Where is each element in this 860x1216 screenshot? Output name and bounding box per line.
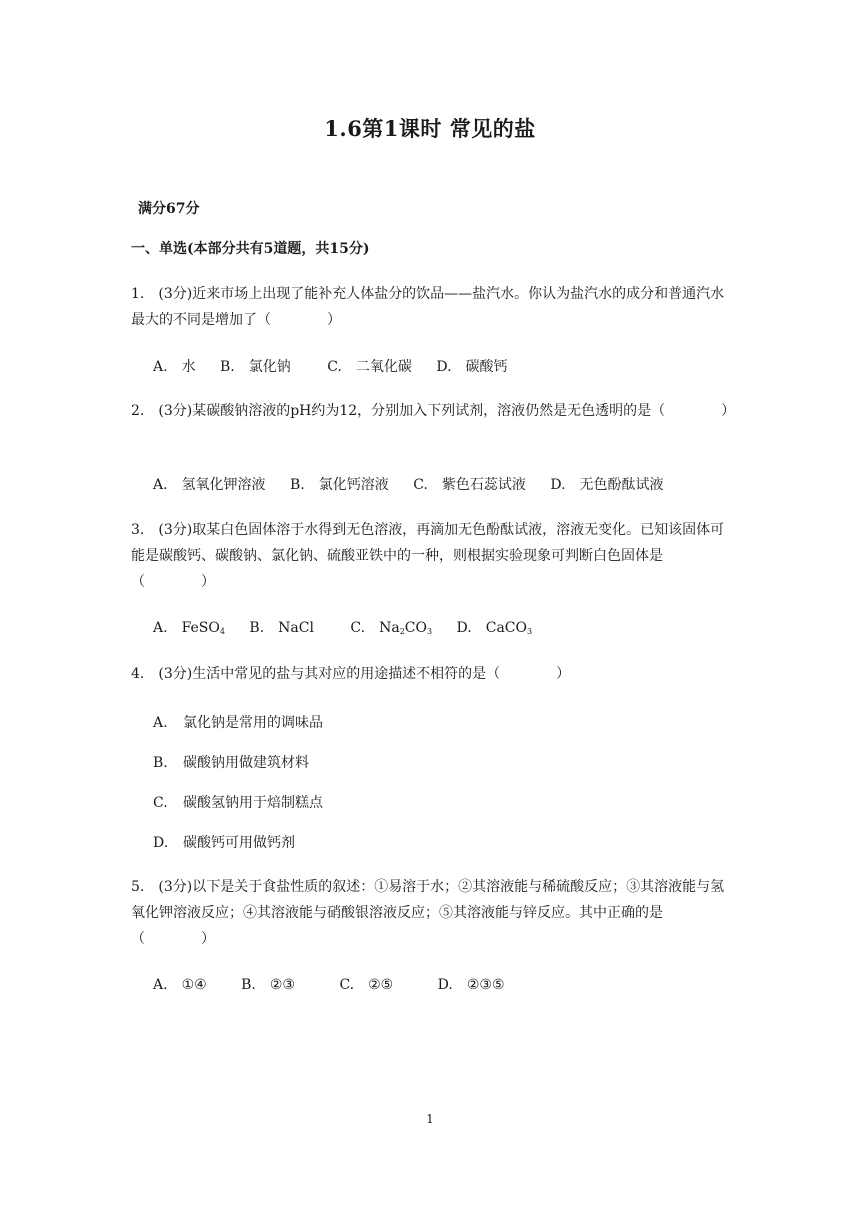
option-d: D. 碳酸钙可用做钙剂 — [153, 835, 295, 851]
question-1: 1. (3分)近来市场上出现了能补充人体盐分的饮品——盐汽水。你认为盐汽水的成分和普通汽水最大的不同是增加了（ ） — [131, 286, 725, 328]
option-b: B. 氯化钠 — [220, 359, 291, 375]
question-4: 4. (3分)生活中常见的盐与其对应的用途描述不相符的是（ ） — [131, 666, 571, 682]
option-c: C. $Na_2CO_3$ — [350, 620, 433, 636]
page-title: 1.6第1课时 常见的盐 — [324, 116, 536, 141]
option-b: B. 碳酸钠用做建筑材料 — [153, 755, 309, 771]
option-c: C. 紫色石蕊试液 — [413, 477, 526, 493]
option-a: A. 氯化钠是常用的调味品 — [153, 715, 323, 731]
option-b: B. NaCl — [249, 620, 314, 636]
option-d: D. 无色酚酞试液 — [550, 477, 664, 493]
question-5-options — [153, 977, 525, 993]
option-c: C. ②⑤ — [339, 977, 394, 993]
option-a: A. 氢氧化钾溶液 — [153, 477, 266, 493]
page-number: 1 — [426, 1112, 434, 1126]
option-d: D. ②③⑤ — [437, 977, 505, 993]
option-d: D. CaCO$_3$ — [456, 620, 533, 636]
option-c: C. 二氧化碳 — [327, 359, 412, 375]
question-3: 3. (3分)取某白色固体溶于水得到无色溶液，再滴加无色酚酞试液，溶液无变化。已知该固体可能是碳酸钙、碳酸钠、氯化钠、硫酸亚铁中的一种，则根据实验现象可判断白色固体是（ ） — [131, 522, 725, 590]
full-score: 满分67分 — [138, 201, 200, 217]
option-d: D. 碳酸钙 — [436, 359, 508, 375]
section-heading: 一、单选(本部分共有5道题，共15分) — [131, 241, 370, 257]
question-5: 5. (3分)以下是关于食盐性质的叙述：①易溶于水；②其溶液能与稀硫酸反应；③其溶液能与氢氧化钾溶液反应；④其溶液能与硝酸银溶液反应；⑤其溶液能与锌反应。其中正确的是（ ） — [131, 879, 725, 947]
option-c: C. 碳酸氢钠用于焙制糕点 — [153, 795, 323, 811]
option-b: B. ②③ — [241, 977, 295, 993]
option-a: A. 水 — [153, 359, 196, 375]
question-2: 2. (3分)某碳酸钠溶液的pH约为12，分别加入下列试剂，溶液仍然是无色透明的是（ ） — [131, 403, 736, 419]
question-2-options — [153, 474, 684, 494]
option-a: A. FeSO$_4$ — [153, 620, 225, 636]
option-b: B. 氯化钙溶液 — [290, 477, 389, 493]
question-1-options — [153, 356, 528, 376]
question-3-options — [153, 620, 552, 636]
option-a: A. ①④ — [153, 977, 207, 993]
